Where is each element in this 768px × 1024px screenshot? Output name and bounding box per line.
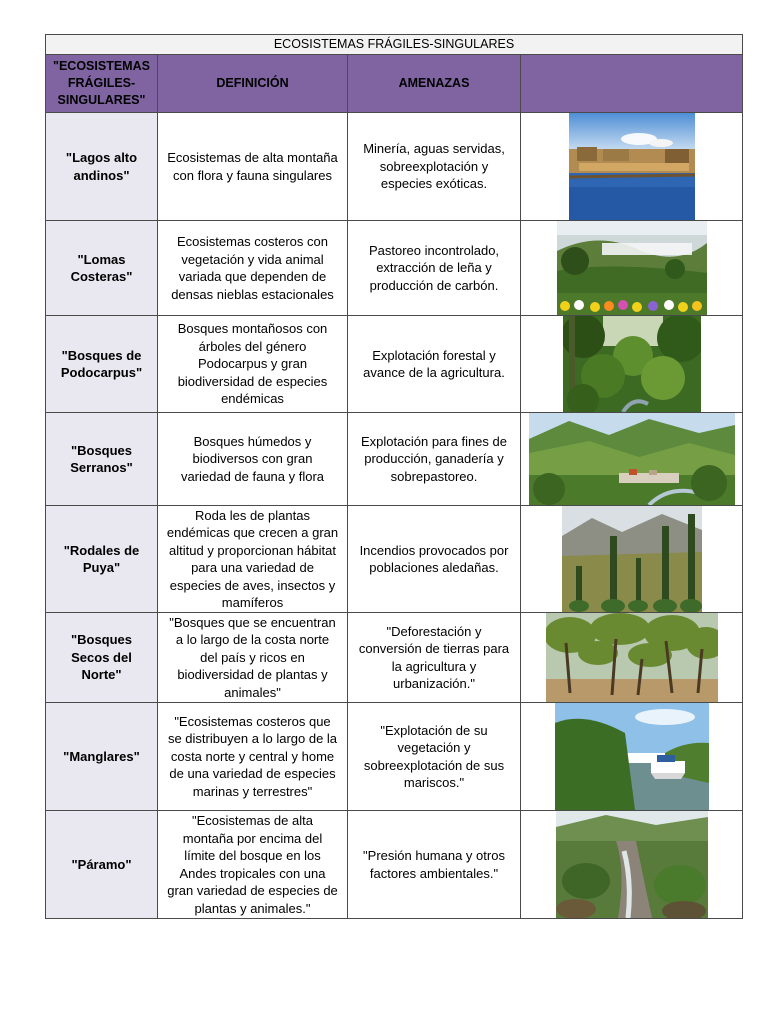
ecosystem-name: "Páramo" (46, 811, 158, 919)
ecosystem-name: "Lomas Costeras" (46, 221, 158, 316)
ecosystem-definition: Bosques húmedos y biodiversos con gran variedad de fauna y flora (158, 413, 348, 506)
table-row (46, 413, 743, 506)
header-definition: DEFINICIÓN (158, 55, 348, 113)
ecosystem-name: "Bosques de Podocarpus" (46, 316, 158, 413)
table-title: ECOSISTEMAS FRÁGILES-SINGULARES (46, 35, 743, 55)
foggy-hills-flowers-photo (557, 221, 707, 315)
dry-forest-photo (546, 613, 718, 702)
cloud-forest-photo (563, 316, 701, 412)
ecosystem-threats: Minería, aguas servidas, sobreexplotación y especies exóticas. (348, 113, 521, 221)
ecosystem-name: "Bosques Serranos" (46, 413, 158, 506)
andean-valley-photo (529, 413, 735, 505)
lake-reed-houses-photo (569, 113, 695, 220)
ecosystem-threats: "Explotación de su vegetación y sobreexplotación de sus mariscos." (348, 703, 521, 811)
table-row (46, 221, 743, 316)
ecosystem-threats: "Deforestación y conversión de tierras para la agricultura y urbanización." (348, 613, 521, 703)
ecosystem-definition: Ecosistemas de alta montaña con flora y fauna singulares (158, 113, 348, 221)
ecosystem-name: "Bosques Secos del Norte" (46, 613, 158, 703)
mangrove-boat-photo (555, 703, 709, 810)
ecosystem-name: "Rodales de Puya" (46, 506, 158, 613)
ecosystem-definition: "Ecosistemas de alta montaña por encima del límite del bosque en los Andes tropicales con una gran variedad de especies de plantas y animales." (158, 811, 348, 919)
header-threats: AMENAZAS (348, 55, 521, 113)
header-ecosystem: "ECOSISTEMAS FRÁGILES-SINGULARES" (46, 55, 158, 113)
ecosystem-threats: Explotación para fines de producción, ganadería y sobrepastoreo. (348, 413, 521, 506)
table-row (46, 811, 743, 919)
ecosystem-threats: Explotación forestal y avance de la agricultura. (348, 316, 521, 413)
ecosystem-definition: Ecosistemas costeros con vegetación y vida animal variada que dependen de densas nieblas estacionales (158, 221, 348, 316)
ecosystems-table (45, 34, 743, 919)
ecosystem-threats: Incendios provocados por poblaciones aledañas. (348, 506, 521, 613)
ecosystem-definition: "Bosques que se encuentran a lo largo de la costa norte del país y ricos en biodiversidad de plantas y animales" (158, 613, 348, 703)
ecosystem-definition: Roda les de plantas endémicas que crecen a gran altitud y proporcionan hábitat para una variedad de especies de aves, insectos y mamíferos (158, 506, 348, 613)
puya-plants-photo (562, 506, 702, 612)
ecosystem-definition: "Ecosistemas costeros que se distribuyen a lo largo de la costa norte y central y home de una variedad de especies marinas y terrestres" (158, 703, 348, 811)
table-row (46, 113, 743, 221)
table-row (46, 613, 743, 703)
table-row (46, 703, 743, 811)
table-row (46, 316, 743, 413)
header-image (521, 55, 743, 113)
ecosystem-definition: Bosques montañosos con árboles del género Podocarpus y gran biodiversidad de especies endémicas (158, 316, 348, 413)
table-row (46, 506, 743, 613)
ecosystem-name: "Lagos alto andinos" (46, 113, 158, 221)
ecosystem-name: "Manglares" (46, 703, 158, 811)
ecosystem-threats: Pastoreo incontrolado, extracción de leña y producción de carbón. (348, 221, 521, 316)
paramo-stream-photo (556, 811, 708, 918)
ecosystem-threats: "Presión humana y otros factores ambientales." (348, 811, 521, 919)
